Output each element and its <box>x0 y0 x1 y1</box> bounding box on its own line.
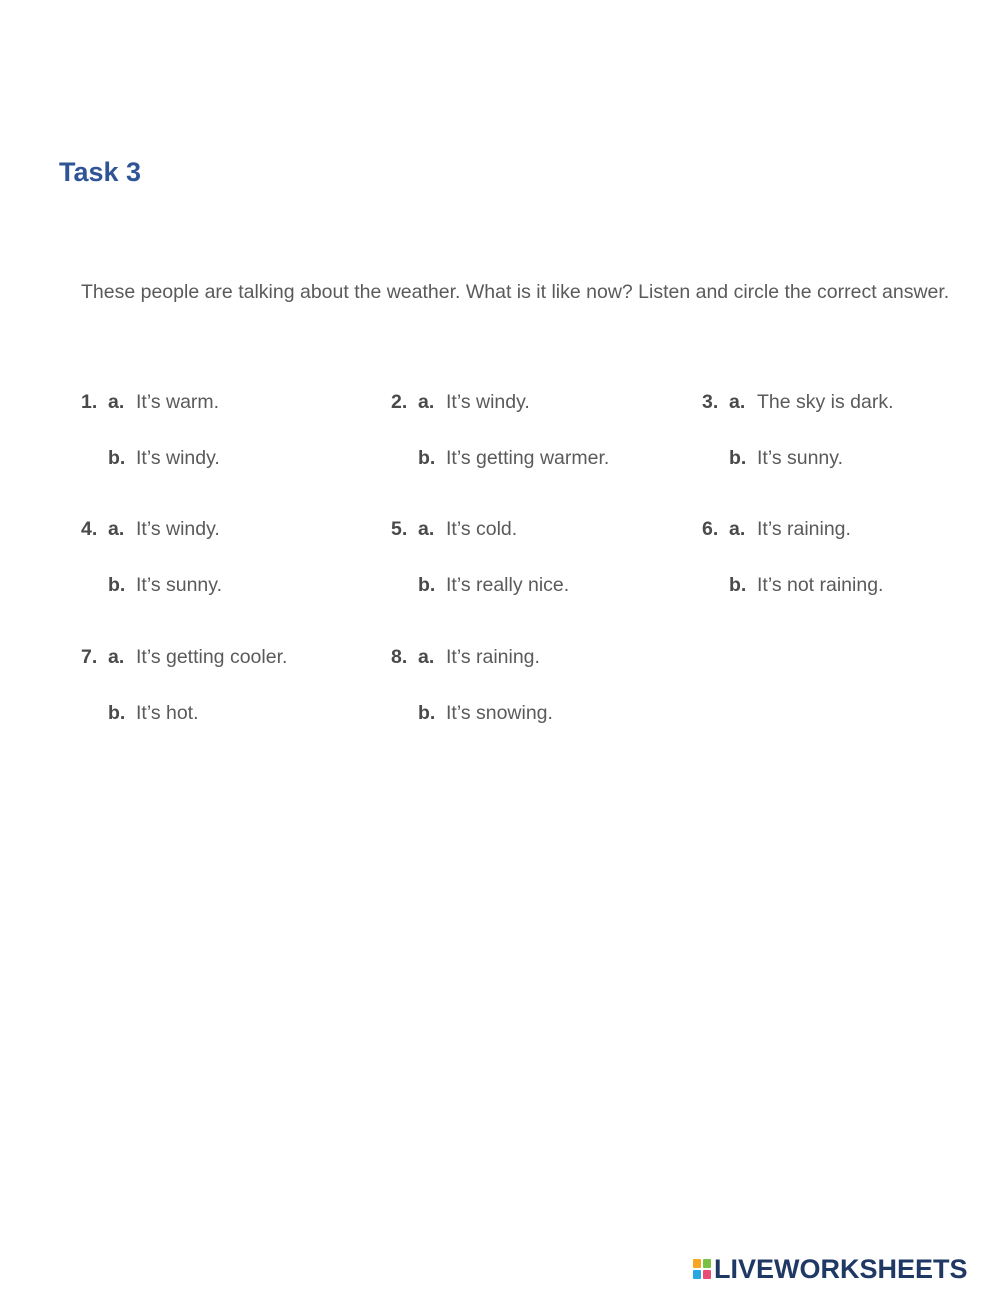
option-letter: a. <box>729 518 746 540</box>
option-text: It’s windy. <box>136 447 220 469</box>
liveworksheets-logo-icon <box>692 1258 712 1280</box>
option-letter: b. <box>418 702 436 724</box>
logo-square-tl <box>693 1259 701 1268</box>
option-letter: b. <box>108 574 126 596</box>
option-text: It’s really nice. <box>446 574 570 596</box>
option-text: The sky is dark. <box>757 391 894 413</box>
option-text: It’s windy. <box>446 391 530 413</box>
logo-square-tr <box>703 1259 711 1268</box>
task-title: Task 3 <box>59 157 142 187</box>
option-letter: a. <box>418 518 435 540</box>
option-letter: b. <box>108 447 126 469</box>
liveworksheets-logo[interactable] <box>692 1254 968 1284</box>
option-text: It’s raining. <box>446 646 540 668</box>
option-text: It’s getting cooler. <box>136 646 288 668</box>
option-letter: a. <box>108 646 125 668</box>
option-text: It’s snowing. <box>446 702 553 724</box>
question-5 <box>391 515 691 625</box>
question-number: 8. <box>391 646 408 668</box>
option-letter: b. <box>418 447 436 469</box>
option-text: It’s hot. <box>136 702 199 724</box>
option-letter: b. <box>418 574 436 596</box>
option-text: It’s warm. <box>136 391 220 413</box>
question-8 <box>391 643 691 753</box>
question-7 <box>81 643 381 753</box>
option-text: It’s cold. <box>446 518 518 540</box>
question-number: 1. <box>81 391 98 413</box>
option-text: It’s sunny. <box>136 574 222 596</box>
question-number: 2. <box>391 391 408 413</box>
instructions: These people are talking about the weather. What is it like now? Listen and circle the correct answer. <box>81 281 950 303</box>
question-6 <box>702 515 1000 625</box>
option-text: It’s not raining. <box>757 574 884 596</box>
option-text: It’s getting warmer. <box>446 447 610 469</box>
question-1 <box>81 388 381 498</box>
option-letter: a. <box>108 391 125 413</box>
option-letter: a. <box>108 518 125 540</box>
option-letter: a. <box>729 391 746 413</box>
question-3 <box>702 388 1000 498</box>
question-number: 3. <box>702 391 719 413</box>
option-letter: b. <box>729 447 747 469</box>
question-number: 5. <box>391 518 408 540</box>
option-text: It’s raining. <box>757 518 851 540</box>
option-letter: a. <box>418 646 435 668</box>
option-text: It’s windy. <box>136 518 220 540</box>
question-4 <box>81 515 381 625</box>
question-number: 6. <box>702 518 719 540</box>
option-letter: b. <box>108 702 126 724</box>
logo-square-bl <box>693 1270 701 1279</box>
logo-square-br <box>703 1270 711 1279</box>
question-number: 7. <box>81 646 98 668</box>
question-number: 4. <box>81 518 98 540</box>
option-letter: b. <box>729 574 747 596</box>
option-text: It’s sunny. <box>757 447 843 469</box>
option-letter: a. <box>418 391 435 413</box>
logo-text: LIVEWORKSHEETS <box>714 1253 968 1284</box>
question-2 <box>391 388 691 498</box>
